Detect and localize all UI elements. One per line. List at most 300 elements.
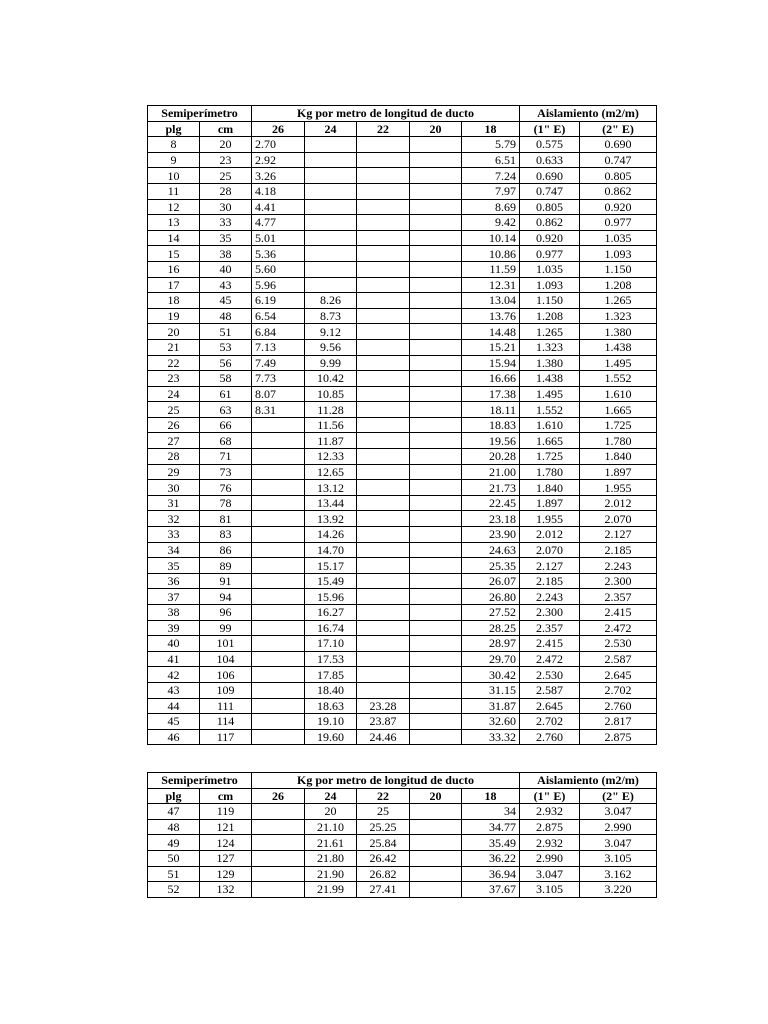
table-row (148, 495, 657, 511)
cell-insulation-1in: 1.380 (520, 355, 580, 371)
cell-insulation-1in: 0.690 (520, 168, 580, 184)
cell-gauge-26 (252, 651, 305, 667)
cell-gauge-26: 8.07 (252, 386, 305, 402)
header-row-sub (148, 121, 657, 137)
cell-gauge-22 (357, 651, 410, 667)
cell-gauge-22: 23.28 (357, 698, 410, 714)
cell-gauge-18: 23.18 (462, 511, 520, 527)
cell-cm: 132 (200, 882, 252, 898)
cell-plg: 29 (148, 464, 200, 480)
cell-gauge-22 (357, 589, 410, 605)
cell-gauge-18: 22.45 (462, 495, 520, 511)
cell-plg: 36 (148, 573, 200, 589)
cell-cm: 99 (200, 620, 252, 636)
column-header-gauge-18: 18 (462, 788, 520, 804)
cell-gauge-26 (252, 667, 305, 683)
cell-cm: 83 (200, 527, 252, 543)
cell-cm: 96 (200, 605, 252, 621)
column-header-gauge-18: 18 (462, 121, 520, 137)
cell-cm: 71 (200, 449, 252, 465)
cell-cm: 35 (200, 230, 252, 246)
cell-insulation-1in: 0.862 (520, 215, 580, 231)
cell-cm: 51 (200, 324, 252, 340)
cell-gauge-24: 11.28 (305, 402, 357, 418)
cell-gauge-18: 23.90 (462, 527, 520, 543)
cell-insulation-1in: 2.530 (520, 667, 580, 683)
cell-plg: 50 (148, 850, 200, 866)
aislamiento-header: Aislamiento (m2/m) (520, 773, 657, 789)
cell-gauge-26: 4.18 (252, 183, 305, 199)
cell-gauge-20 (410, 293, 462, 309)
cell-gauge-22: 26.42 (357, 850, 410, 866)
cell-gauge-24: 16.27 (305, 605, 357, 621)
cell-gauge-18: 27.52 (462, 605, 520, 621)
table-row (148, 835, 657, 851)
cell-gauge-24: 21.99 (305, 882, 357, 898)
cell-gauge-20 (410, 449, 462, 465)
cell-insulation-2in: 2.127 (580, 527, 657, 543)
cell-gauge-22 (357, 402, 410, 418)
table-row (148, 402, 657, 418)
cell-gauge-24: 19.10 (305, 714, 357, 730)
cell-insulation-2in: 1.610 (580, 386, 657, 402)
cell-gauge-26: 8.31 (252, 402, 305, 418)
cell-cm: 68 (200, 433, 252, 449)
cell-plg: 20 (148, 324, 200, 340)
cell-gauge-26 (252, 511, 305, 527)
cell-cm: 43 (200, 277, 252, 293)
cell-cm: 104 (200, 651, 252, 667)
cell-gauge-24: 18.40 (305, 682, 357, 698)
cell-gauge-26 (252, 698, 305, 714)
cell-gauge-20 (410, 324, 462, 340)
cell-insulation-1in: 2.243 (520, 589, 580, 605)
column-header-cm: cm (200, 121, 252, 137)
cell-insulation-1in: 2.070 (520, 542, 580, 558)
table-row (148, 480, 657, 496)
cell-gauge-24: 16.74 (305, 620, 357, 636)
cell-gauge-18: 10.86 (462, 246, 520, 262)
cell-gauge-26: 2.92 (252, 152, 305, 168)
column-header-gauge-26: 26 (252, 121, 305, 137)
cell-gauge-22 (357, 137, 410, 153)
cell-insulation-2in: 0.920 (580, 199, 657, 215)
cell-gauge-26 (252, 480, 305, 496)
cell-gauge-22: 27.41 (357, 882, 410, 898)
cell-gauge-18: 15.21 (462, 339, 520, 355)
cell-gauge-18: 36.22 (462, 850, 520, 866)
table-row (148, 714, 657, 730)
cell-gauge-22 (357, 293, 410, 309)
cell-gauge-20 (410, 277, 462, 293)
aislamiento-header: Aislamiento (m2/m) (520, 106, 657, 122)
cell-plg: 22 (148, 355, 200, 371)
cell-gauge-24: 13.44 (305, 495, 357, 511)
cell-insulation-2in: 3.220 (580, 882, 657, 898)
cell-insulation-2in: 1.552 (580, 371, 657, 387)
cell-gauge-24: 17.10 (305, 636, 357, 652)
cell-gauge-24: 12.65 (305, 464, 357, 480)
cell-plg: 14 (148, 230, 200, 246)
cell-insulation-2in: 2.243 (580, 558, 657, 574)
cell-cm: 124 (200, 835, 252, 851)
cell-gauge-18: 15.94 (462, 355, 520, 371)
table-row (148, 371, 657, 387)
cell-gauge-24: 9.12 (305, 324, 357, 340)
cell-gauge-22 (357, 667, 410, 683)
cell-gauge-18: 21.00 (462, 464, 520, 480)
cell-plg: 32 (148, 511, 200, 527)
cell-gauge-22: 25 (357, 804, 410, 820)
cell-gauge-18: 24.63 (462, 542, 520, 558)
cell-insulation-2in: 2.472 (580, 620, 657, 636)
cell-cm: 111 (200, 698, 252, 714)
cell-insulation-2in: 2.990 (580, 819, 657, 835)
cell-gauge-18: 37.67 (462, 882, 520, 898)
cell-gauge-18: 14.48 (462, 324, 520, 340)
cell-gauge-26: 7.73 (252, 371, 305, 387)
cell-gauge-22 (357, 605, 410, 621)
cell-gauge-22 (357, 183, 410, 199)
cell-gauge-26: 6.84 (252, 324, 305, 340)
cell-plg: 38 (148, 605, 200, 621)
cell-insulation-2in: 2.415 (580, 605, 657, 621)
column-header-gauge-24: 24 (305, 788, 357, 804)
cell-gauge-26 (252, 835, 305, 851)
cell-gauge-22: 24.46 (357, 729, 410, 745)
cell-gauge-22: 23.87 (357, 714, 410, 730)
table-row (148, 324, 657, 340)
cell-gauge-18: 31.87 (462, 698, 520, 714)
cell-cm: 78 (200, 495, 252, 511)
cell-gauge-22 (357, 199, 410, 215)
cell-gauge-22 (357, 355, 410, 371)
cell-plg: 35 (148, 558, 200, 574)
cell-insulation-2in: 2.070 (580, 511, 657, 527)
cell-insulation-1in: 1.208 (520, 308, 580, 324)
cell-gauge-24: 20 (305, 804, 357, 820)
table-body (148, 804, 657, 898)
table-row (148, 527, 657, 543)
table-row (148, 246, 657, 262)
column-header-gauge-26: 26 (252, 788, 305, 804)
cell-plg: 17 (148, 277, 200, 293)
cell-insulation-1in: 0.977 (520, 246, 580, 262)
table-body (148, 137, 657, 745)
cell-cm: 53 (200, 339, 252, 355)
column-header-insulation-1in: (1" E) (520, 121, 580, 137)
semiperimetro-header: Semiperímetro (148, 106, 252, 122)
cell-gauge-26 (252, 527, 305, 543)
cell-cm: 106 (200, 667, 252, 683)
column-header-gauge-20: 20 (410, 121, 462, 137)
cell-insulation-1in: 1.150 (520, 293, 580, 309)
cell-insulation-2in: 3.047 (580, 835, 657, 851)
table-row (148, 168, 657, 184)
cell-gauge-24 (305, 137, 357, 153)
cell-gauge-24 (305, 152, 357, 168)
cell-insulation-1in: 2.357 (520, 620, 580, 636)
cell-gauge-18: 25.35 (462, 558, 520, 574)
table-row (148, 589, 657, 605)
cell-insulation-1in: 0.747 (520, 183, 580, 199)
table-row (148, 620, 657, 636)
header-row-top (148, 773, 657, 789)
table-row (148, 355, 657, 371)
cell-cm: 61 (200, 386, 252, 402)
cell-gauge-18: 18.11 (462, 402, 520, 418)
cell-plg: 21 (148, 339, 200, 355)
cell-gauge-20 (410, 168, 462, 184)
cell-gauge-22 (357, 433, 410, 449)
cell-gauge-18: 34 (462, 804, 520, 820)
cell-insulation-1in: 0.805 (520, 199, 580, 215)
cell-gauge-22 (357, 261, 410, 277)
cell-gauge-18: 6.51 (462, 152, 520, 168)
table-row (148, 261, 657, 277)
cell-gauge-24: 15.49 (305, 573, 357, 589)
cell-gauge-26 (252, 558, 305, 574)
cell-insulation-2in: 1.780 (580, 433, 657, 449)
table-row (148, 277, 657, 293)
cell-gauge-20 (410, 480, 462, 496)
cell-insulation-1in: 1.552 (520, 402, 580, 418)
cell-gauge-20 (410, 230, 462, 246)
cell-gauge-18: 28.25 (462, 620, 520, 636)
cell-gauge-18: 11.59 (462, 261, 520, 277)
cell-gauge-22 (357, 542, 410, 558)
table-row (148, 449, 657, 465)
cell-insulation-2in: 2.012 (580, 495, 657, 511)
cell-insulation-2in: 0.977 (580, 215, 657, 231)
cell-gauge-22 (357, 620, 410, 636)
cell-insulation-2in: 2.875 (580, 729, 657, 745)
table-row (148, 137, 657, 153)
cell-gauge-20 (410, 308, 462, 324)
cell-gauge-18: 36.94 (462, 866, 520, 882)
cell-insulation-1in: 1.897 (520, 495, 580, 511)
cell-cm: 101 (200, 636, 252, 652)
cell-gauge-20 (410, 620, 462, 636)
cell-insulation-2in: 2.530 (580, 636, 657, 652)
cell-gauge-24: 17.85 (305, 667, 357, 683)
cell-gauge-20 (410, 355, 462, 371)
table-row (148, 386, 657, 402)
cell-insulation-2in: 1.840 (580, 449, 657, 465)
cell-cm: 66 (200, 417, 252, 433)
cell-cm: 23 (200, 152, 252, 168)
cell-plg: 41 (148, 651, 200, 667)
cell-gauge-24: 14.70 (305, 542, 357, 558)
cell-cm: 86 (200, 542, 252, 558)
cell-gauge-26: 7.13 (252, 339, 305, 355)
cell-gauge-24 (305, 168, 357, 184)
table-row (148, 682, 657, 698)
header-row-sub (148, 788, 657, 804)
cell-insulation-1in: 2.415 (520, 636, 580, 652)
cell-plg: 26 (148, 417, 200, 433)
cell-gauge-24: 21.61 (305, 835, 357, 851)
cell-insulation-1in: 1.323 (520, 339, 580, 355)
cell-insulation-1in: 2.012 (520, 527, 580, 543)
cell-cm: 20 (200, 137, 252, 153)
cell-gauge-22 (357, 371, 410, 387)
table-row (148, 215, 657, 231)
cell-gauge-18: 35.49 (462, 835, 520, 851)
cell-insulation-1in: 1.955 (520, 511, 580, 527)
cell-gauge-26 (252, 433, 305, 449)
cell-gauge-20 (410, 246, 462, 262)
cell-cm: 45 (200, 293, 252, 309)
cell-gauge-22 (357, 511, 410, 527)
cell-insulation-1in: 2.702 (520, 714, 580, 730)
cell-gauge-24: 15.17 (305, 558, 357, 574)
cell-gauge-24: 15.96 (305, 589, 357, 605)
cell-gauge-18: 33.32 (462, 729, 520, 745)
table-row (148, 651, 657, 667)
cell-gauge-20 (410, 542, 462, 558)
cell-gauge-20 (410, 495, 462, 511)
cell-insulation-1in: 2.760 (520, 729, 580, 745)
cell-cm: 73 (200, 464, 252, 480)
cell-gauge-20 (410, 215, 462, 231)
cell-gauge-22 (357, 308, 410, 324)
cell-insulation-1in: 1.495 (520, 386, 580, 402)
cell-cm: 114 (200, 714, 252, 730)
cell-insulation-1in: 0.920 (520, 230, 580, 246)
cell-plg: 37 (148, 589, 200, 605)
cell-gauge-24: 14.26 (305, 527, 357, 543)
cell-gauge-22 (357, 573, 410, 589)
cell-gauge-22 (357, 495, 410, 511)
cell-gauge-22 (357, 215, 410, 231)
cell-gauge-26 (252, 417, 305, 433)
header-row-top (148, 106, 657, 122)
cell-gauge-22: 26.82 (357, 866, 410, 882)
cell-cm: 81 (200, 511, 252, 527)
cell-gauge-18: 34.77 (462, 819, 520, 835)
cell-gauge-18: 7.97 (462, 183, 520, 199)
cell-cm: 25 (200, 168, 252, 184)
cell-gauge-20 (410, 152, 462, 168)
duct-weight-table-2 (147, 772, 657, 898)
cell-gauge-18: 30.42 (462, 667, 520, 683)
cell-gauge-18: 32.60 (462, 714, 520, 730)
cell-plg: 10 (148, 168, 200, 184)
cell-gauge-24: 18.63 (305, 698, 357, 714)
cell-gauge-18: 28.97 (462, 636, 520, 652)
cell-gauge-22 (357, 449, 410, 465)
cell-plg: 24 (148, 386, 200, 402)
cell-insulation-1in: 2.185 (520, 573, 580, 589)
cell-gauge-20 (410, 651, 462, 667)
cell-cm: 58 (200, 371, 252, 387)
table-row (148, 464, 657, 480)
column-header-insulation-2in: (2" E) (580, 788, 657, 804)
cell-gauge-26 (252, 542, 305, 558)
table-row (148, 636, 657, 652)
cell-insulation-2in: 1.725 (580, 417, 657, 433)
cell-insulation-1in: 1.093 (520, 277, 580, 293)
cell-insulation-1in: 1.438 (520, 371, 580, 387)
cell-cm: 63 (200, 402, 252, 418)
cell-gauge-24: 12.33 (305, 449, 357, 465)
cell-gauge-26 (252, 620, 305, 636)
cell-plg: 12 (148, 199, 200, 215)
column-header-gauge-22: 22 (357, 121, 410, 137)
cell-gauge-24: 9.56 (305, 339, 357, 355)
cell-insulation-1in: 1.725 (520, 449, 580, 465)
cell-cm: 94 (200, 589, 252, 605)
cell-gauge-18: 31.15 (462, 682, 520, 698)
table-row (148, 293, 657, 309)
cell-gauge-26 (252, 449, 305, 465)
cell-gauge-26 (252, 636, 305, 652)
cell-insulation-1in: 2.990 (520, 850, 580, 866)
table-row (148, 882, 657, 898)
cell-plg: 47 (148, 804, 200, 820)
cell-gauge-24 (305, 183, 357, 199)
column-header-insulation-2in: (2" E) (580, 121, 657, 137)
cell-gauge-22 (357, 339, 410, 355)
cell-gauge-22 (357, 480, 410, 496)
table-row (148, 433, 657, 449)
cell-gauge-20 (410, 402, 462, 418)
cell-insulation-1in: 1.840 (520, 480, 580, 496)
table-row (148, 152, 657, 168)
cell-gauge-22: 25.84 (357, 835, 410, 851)
cell-insulation-1in: 2.587 (520, 682, 580, 698)
cell-gauge-26 (252, 682, 305, 698)
cell-gauge-24 (305, 215, 357, 231)
table-row (148, 542, 657, 558)
cell-plg: 43 (148, 682, 200, 698)
cell-insulation-1in: 2.300 (520, 605, 580, 621)
cell-gauge-26: 5.36 (252, 246, 305, 262)
cell-gauge-22 (357, 417, 410, 433)
cell-gauge-20 (410, 667, 462, 683)
cell-insulation-1in: 2.472 (520, 651, 580, 667)
cell-plg: 31 (148, 495, 200, 511)
cell-gauge-22 (357, 168, 410, 184)
cell-cm: 109 (200, 682, 252, 698)
cell-gauge-26: 5.01 (252, 230, 305, 246)
cell-gauge-26: 2.70 (252, 137, 305, 153)
cell-gauge-20 (410, 835, 462, 851)
cell-gauge-26 (252, 819, 305, 835)
cell-cm: 129 (200, 866, 252, 882)
cell-gauge-20 (410, 371, 462, 387)
cell-cm: 119 (200, 804, 252, 820)
cell-gauge-18: 5.79 (462, 137, 520, 153)
table-row (148, 558, 657, 574)
cell-gauge-24 (305, 261, 357, 277)
cell-gauge-24: 10.85 (305, 386, 357, 402)
cell-insulation-1in: 3.105 (520, 882, 580, 898)
cell-gauge-24: 21.80 (305, 850, 357, 866)
cell-gauge-26: 4.77 (252, 215, 305, 231)
cell-plg: 51 (148, 866, 200, 882)
cell-gauge-24: 11.56 (305, 417, 357, 433)
cell-insulation-1in: 0.575 (520, 137, 580, 153)
cell-gauge-26 (252, 573, 305, 589)
cell-gauge-20 (410, 850, 462, 866)
cell-insulation-1in: 2.875 (520, 819, 580, 835)
table-row (148, 417, 657, 433)
table-row (148, 199, 657, 215)
cell-gauge-24 (305, 199, 357, 215)
cell-gauge-18: 19.56 (462, 433, 520, 449)
